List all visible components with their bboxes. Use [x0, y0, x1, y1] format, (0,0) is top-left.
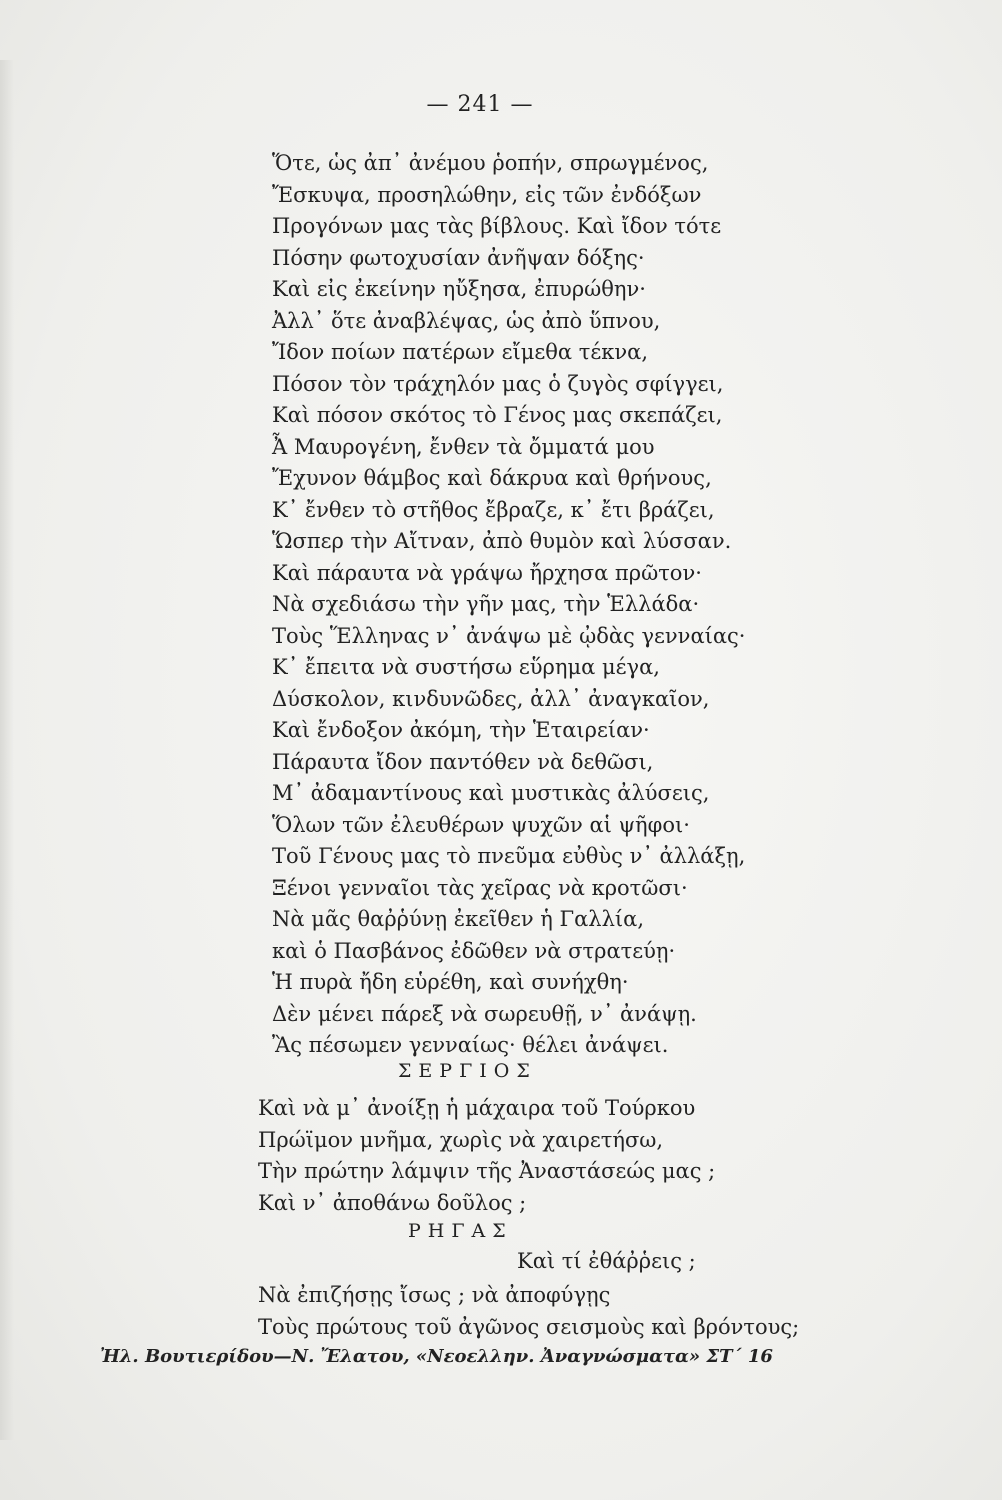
- poem-verse-block-rigas: [258, 1280, 798, 1343]
- verse-line: Ξένοι γενναῖοι τὰς χεῖρας νὰ κροτῶσι·: [272, 875, 688, 900]
- verse-line: Ὅτε, ὡς ἀπ᾽ ἀνέμου ῥοπήν, σπρωγμένος,: [272, 151, 709, 175]
- speaker-name-sergios: ΣΕΡΓΙΟΣ: [398, 1060, 537, 1082]
- verse-line: Ἀλλ᾽ ὅτε ἀναβλέψας, ὡς ἀπὸ ὕπνου,: [272, 308, 661, 333]
- verse-line: Νὰ σχεδιάσω τὴν γῆν μας, τὴν Ἑλλάδα·: [272, 592, 700, 616]
- verse-line: Κ᾽ ἔπειτα νὰ συστήσω εὕρημα μέγα,: [272, 655, 660, 679]
- verse-line: Ὥσπερ τὴν Αἴτναν, ἀπὸ θυμὸν καὶ λύσσαν.: [272, 529, 732, 553]
- verse-line: Νὰ ἐπιζήσῃς ἴσως ; νὰ ἀποφύγῃς: [258, 1283, 611, 1307]
- verse-line: Καὶ ἔνδοξον ἀκόμη, τὴν Ἑταιρείαν·: [272, 718, 650, 742]
- page-number: — 241 —: [426, 92, 534, 117]
- verse-line: Τοὺς Ἕλληνας ν᾽ ἀνάψω μὲ ᾠδὰς γενναίας·: [272, 623, 746, 648]
- verse-line: Πρώϊμον μνῆμα, χωρὶς νὰ χαιρετήσω,: [258, 1127, 664, 1152]
- verse-line: Δύσκολον, κινδυνῶδες, ἀλλ᾽ ἀναγκαῖον,: [272, 686, 710, 711]
- verse-line: Πάραυτα ἴδον παντόθεν νὰ δεθῶσι,: [272, 749, 654, 774]
- poem-verse-block: [272, 148, 812, 1062]
- verse-line: Ἆ Μαυρογένη, ἔνθεν τὰ ὄμματά μου: [272, 434, 655, 459]
- verse-line: Πόσην φωτοχυσίαν ἀνῆψαν δόξης·: [272, 245, 645, 270]
- verse-line: Ἔσκυψα, προσηλώθην, εἰς τῶν ἐνδόξων: [272, 182, 702, 207]
- verse-line: Ἴδον ποίων πατέρων εἴμεθα τέκνα,: [272, 340, 649, 364]
- verse-line: καὶ ὁ Πασβάνος ἐδῶθεν νὰ στρατεύῃ·: [272, 938, 676, 963]
- verse-line: Καὶ εἰς ἐκείνην ηὔξησα, ἐπυρώθην·: [272, 277, 646, 301]
- verse-line: Καὶ πάραυτα νὰ γράψω ἤρχησα πρῶτον·: [272, 560, 702, 585]
- verse-line: Τὴν πρώτην λάμψιν τῆς Ἀναστάσεώς μας ;: [258, 1159, 716, 1183]
- page-footer-signature: Ἠλ. Βουτιερίδου—Ν. Ἔλατου, «Νεοελλην. Ἀναγνώσματα» ΣΤ΄ 16: [100, 1346, 773, 1367]
- verse-line: Προγόνων μας τὰς βίβλους. Καὶ ἴδον τότε: [272, 214, 722, 238]
- verse-line: Πόσον τὸν τράχηλόν μας ὁ ζυγὸς σφίγγει,: [272, 371, 724, 396]
- verse-line: Καὶ ν᾽ ἀποθάνω δοῦλος ;: [258, 1190, 527, 1215]
- page-binding-shadow: [0, 60, 14, 1440]
- verse-line: Τοὺς πρώτους τοῦ ἀγῶνος σεισμοὺς καὶ βρόντους;: [258, 1314, 800, 1339]
- poem-verse-block-sergios: [258, 1093, 798, 1219]
- verse-line: Νὰ μᾶς θαῤῥύνῃ ἐκεῖθεν ἡ Γαλλία,: [272, 907, 644, 931]
- verse-line: Δὲν μένει πάρεξ νὰ σωρευθῇ, ν᾽ ἀνάψῃ.: [272, 1001, 697, 1026]
- verse-line: Ἔχυνον θάμβος καὶ δάκρυα καὶ θρήνους,: [272, 466, 712, 490]
- verse-line: Κ᾽ ἔνθεν τὸ στῆθος ἔβραζε, κ᾽ ἔτι βράζει,: [272, 497, 715, 522]
- speaker-name-rigas: ΡΗΓΑΣ: [408, 1220, 513, 1242]
- verse-line: Ἂς πέσωμεν γενναίως· θέλει ἀνάψει.: [272, 1033, 669, 1057]
- verse-line: Μ᾽ ἀδαμαντίνους καὶ μυστικὰς ἀλύσεις,: [272, 781, 710, 805]
- verse-line: Ὅλων τῶν ἐλευθέρων ψυχῶν αἱ ψῆφοι·: [272, 812, 690, 837]
- verse-line: Καὶ πόσον σκότος τὸ Γένος μας σκεπάζει,: [272, 403, 723, 427]
- verse-line: Ἡ πυρὰ ἤδη εὑρέθη, καὶ συνήχθη·: [272, 970, 629, 994]
- verse-half-line: Καὶ τί ἐθάῤῥεις ;: [517, 1249, 696, 1273]
- verse-line: Τοῦ Γένους μας τὸ πνεῦμα εὐθὺς ν᾽ ἀλλάξῃ,: [272, 844, 746, 868]
- verse-line: Καὶ νὰ μ᾽ ἀνοίξῃ ἡ μάχαιρα τοῦ Τούρκου: [258, 1096, 696, 1120]
